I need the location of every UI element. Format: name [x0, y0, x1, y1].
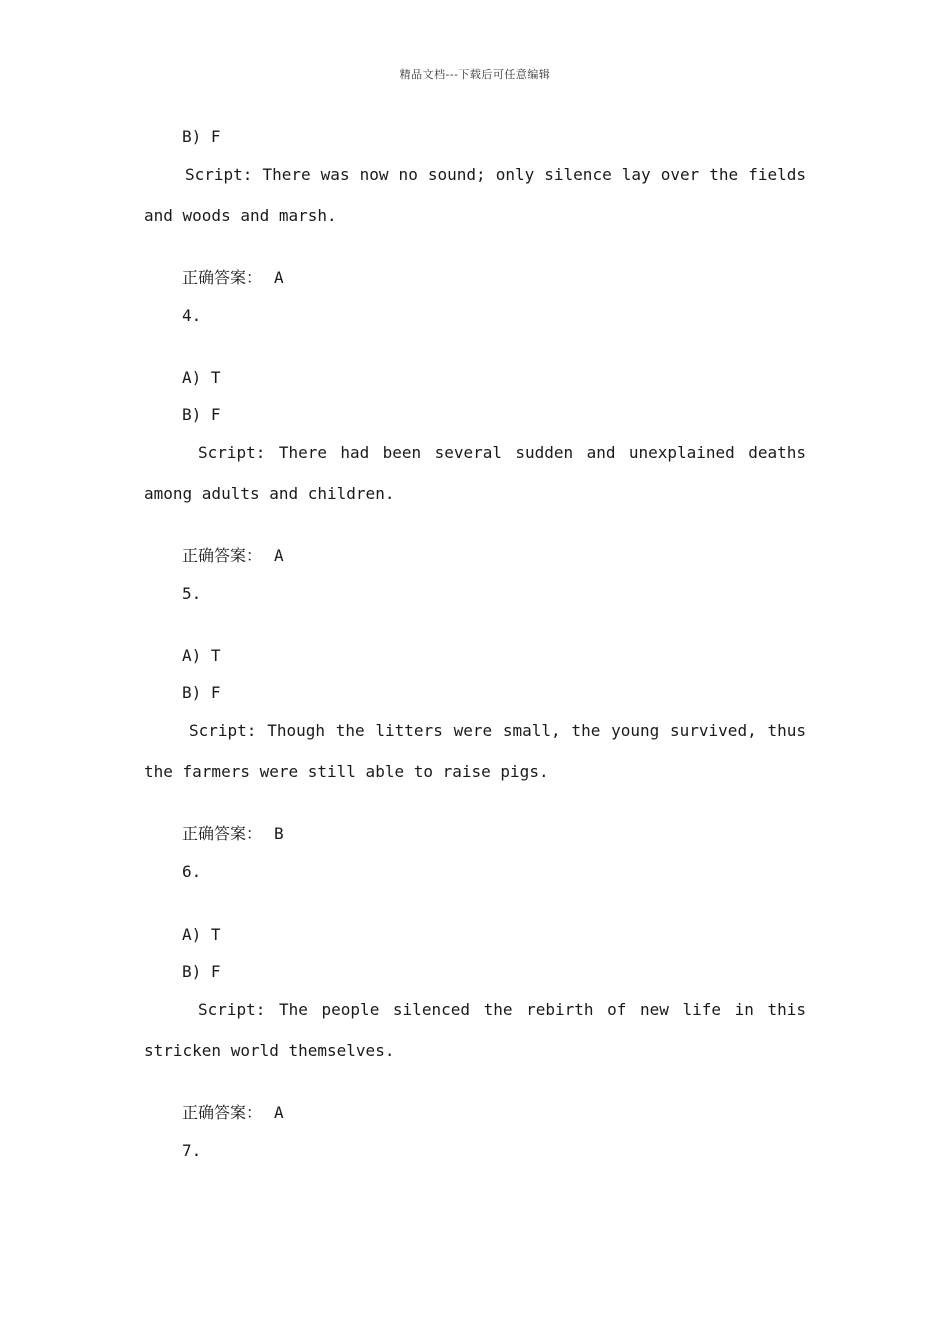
script-line2-5: the farmers were still able to raise pigs.	[144, 762, 549, 781]
option-b-6: B) F	[182, 962, 221, 981]
page-header: 精品文档---下载后可任意编辑	[399, 68, 551, 81]
answer-4	[182, 546, 284, 566]
answer-label: 正确答案：	[182, 268, 263, 287]
answer-value: A	[274, 1103, 284, 1122]
script-line1-3: Script: There was now no sound; only silence lay over the fields	[185, 165, 806, 184]
question-number-5: 5.	[182, 584, 202, 603]
answer-value: A	[274, 268, 284, 287]
script-line1-5: Script: Though the litters were small, the young survived, thus	[189, 721, 806, 740]
question-number-4: 4.	[182, 306, 202, 325]
script-line1-6: Script: The people silenced the rebirth of new life in this	[198, 1000, 806, 1019]
option-a-6: A) T	[182, 925, 221, 944]
question-number-6: 6.	[182, 862, 202, 881]
answer-6	[182, 1103, 284, 1123]
question-number-7: 7.	[182, 1141, 202, 1160]
option-b-3: B) F	[182, 127, 221, 146]
answer-5	[182, 824, 284, 844]
script-line1-4: Script: There had been several sudden and unexplained deaths	[198, 443, 806, 462]
option-b-5: B) F	[182, 683, 221, 702]
answer-value: A	[274, 546, 284, 565]
option-b-4: B) F	[182, 405, 221, 424]
script-line2-6: stricken world themselves.	[144, 1041, 395, 1060]
answer-3	[182, 268, 284, 288]
option-a-4: A) T	[182, 368, 221, 387]
answer-value: B	[274, 824, 284, 843]
option-a-5: A) T	[182, 646, 221, 665]
script-line2-3: and woods and marsh.	[144, 206, 337, 225]
answer-label: 正确答案：	[182, 824, 263, 843]
answer-label: 正确答案：	[182, 1103, 263, 1122]
script-line2-4: among adults and children.	[144, 484, 395, 503]
answer-label: 正确答案：	[182, 546, 263, 565]
